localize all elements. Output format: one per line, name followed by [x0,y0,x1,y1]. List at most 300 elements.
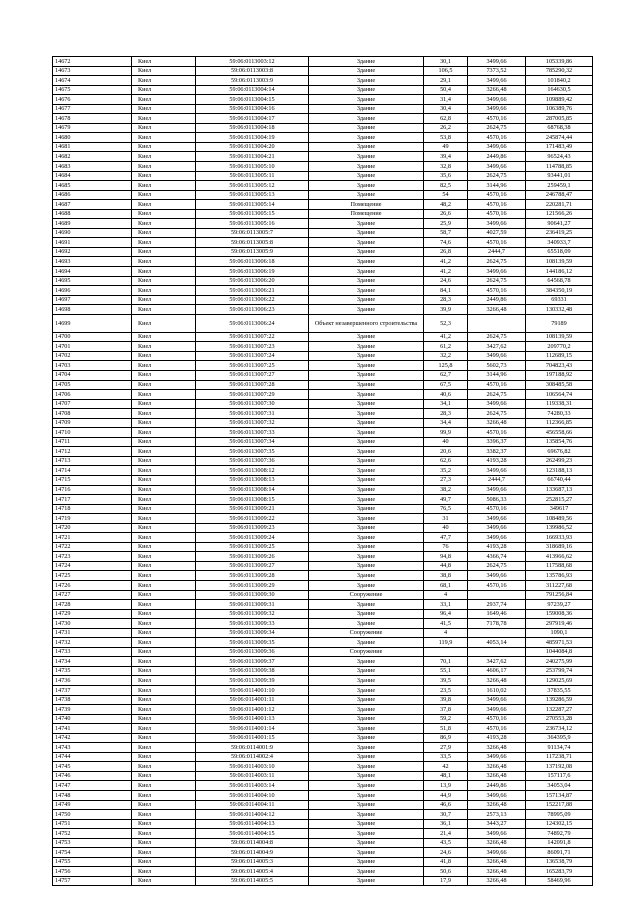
table-row [53,810,593,820]
row-number-cell: 14737 [53,686,132,696]
table-row [53,171,593,181]
rate-cell: 4570,16 [468,286,526,296]
table-row [53,848,593,858]
rate-cell: 4570,16 [468,724,526,734]
area-cell: 30,7 [424,810,468,820]
locality-cell: Киел [132,485,196,495]
object-type-cell: Здание [309,247,424,257]
rate-cell: 2624,75 [468,561,526,571]
locality-cell: Киел [132,219,196,229]
cadastral-value-cell: 106564,74 [526,390,593,400]
locality-cell: Киел [132,466,196,476]
cadastral-value-cell: 105339,86 [526,57,593,67]
cadastral-number-cell: 59:06:0113007:30 [196,399,309,409]
cadastral-number-cell: 59:06:0113009:27 [196,561,309,571]
locality-cell: Киел [132,399,196,409]
rate-cell: 2449,86 [468,152,526,162]
rate-cell: 3266,48 [468,762,526,772]
row-number-cell: 14723 [53,552,132,562]
cadastral-number-cell: 59:06:0113005:12 [196,181,309,191]
table-row [53,200,593,210]
object-type-cell: Здание [309,571,424,581]
cadastral-value-cell: 90641,27 [526,219,593,229]
rate-cell: 2449,86 [468,781,526,791]
registry-sheet [52,56,592,886]
object-type-cell: Здание [309,600,424,610]
rate-cell: 2444,7 [468,475,526,485]
cadastral-value-cell: 139286,59 [526,695,593,705]
cadastral-number-cell: 59:06:0113009:34 [196,628,309,638]
object-type-cell: Здание [309,781,424,791]
table-row [53,571,593,581]
row-number-cell: 14689 [53,219,132,229]
rate-cell: 3266,48 [468,800,526,810]
area-cell: 52,3 [424,314,468,332]
cadastral-number-cell: 59:06:0113006:22 [196,295,309,305]
cadastral-value-cell: 96524,43 [526,152,593,162]
area-cell: 39,9 [424,305,468,315]
table-row [53,609,593,619]
table-row [53,152,593,162]
area-cell: 84,1 [424,286,468,296]
object-type-cell: Здание [309,552,424,562]
cadastral-number-cell: 59:06:0113009:35 [196,638,309,648]
rate-cell [468,590,526,600]
row-number-cell: 14708 [53,409,132,419]
cadastral-value-cell: 65518,09 [526,247,593,257]
area-cell: 40,6 [424,390,468,400]
locality-cell: Киел [132,552,196,562]
object-type-cell: Здание [309,800,424,810]
table-row [53,95,593,105]
locality-cell: Киел [132,876,196,886]
cadastral-number-cell: 59:06:0113007:24 [196,351,309,361]
object-type-cell: Здание [309,561,424,571]
row-number-cell: 14711 [53,437,132,447]
rate-cell: 3427,62 [468,342,526,352]
locality-cell: Киел [132,314,196,332]
object-type-cell: Здание [309,743,424,753]
cadastral-number-cell: 59:06:0113007:36 [196,456,309,466]
table-row [53,418,593,428]
cadastral-number-cell: 59:06:0113008:13 [196,475,309,485]
table-row [53,600,593,610]
object-type-cell: Здание [309,390,424,400]
locality-cell: Киел [132,714,196,724]
rate-cell: 4570,16 [468,114,526,124]
table-row [53,495,593,505]
rate-cell: 3499,66 [468,142,526,152]
object-type-cell: Здание [309,142,424,152]
area-cell: 53,8 [424,133,468,143]
object-type-cell: Здание [309,542,424,552]
row-number-cell: 14674 [53,76,132,86]
rate-cell: 4027,59 [468,228,526,238]
rate-cell: 3499,66 [468,76,526,86]
rate-cell: 4366,74 [468,552,526,562]
rate-cell [468,628,526,638]
rate-cell: 3499,66 [468,399,526,409]
area-cell: 49,7 [424,495,468,505]
cadastral-number-cell: 59:06:0114001:11 [196,695,309,705]
locality-cell: Киел [132,810,196,820]
cadastral-value-cell: 166933,93 [526,533,593,543]
table-row [53,66,593,76]
locality-cell: Киел [132,305,196,315]
row-number-cell: 14757 [53,876,132,886]
object-type-cell: Сооружение [309,628,424,638]
object-type-cell: Здание [309,456,424,466]
cadastral-number-cell: 59:06:0114005:3 [196,857,309,867]
table-row [53,857,593,867]
cadastral-value-cell: 121566,26 [526,209,593,219]
row-number-cell: 14721 [53,533,132,543]
area-cell: 125,8 [424,361,468,371]
rate-cell: 2624,75 [468,276,526,286]
cadastral-number-cell: 59:06:0114001:12 [196,705,309,715]
table-row [53,390,593,400]
locality-cell: Киел [132,666,196,676]
locality-cell: Киел [132,332,196,342]
table-row [53,142,593,152]
area-cell: 46,6 [424,800,468,810]
table-row [53,361,593,371]
cadastral-value-cell: 152217,88 [526,800,593,810]
rate-cell: 3499,66 [468,514,526,524]
area-cell: 31,4 [424,95,468,105]
cadastral-value-cell: 157134,87 [526,791,593,801]
row-number-cell: 14751 [53,819,132,829]
area-cell: 61,2 [424,342,468,352]
object-type-cell: Здание [309,190,424,200]
cadastral-value-cell: 287005,85 [526,114,593,124]
row-number-cell: 14688 [53,209,132,219]
row-number-cell: 14698 [53,305,132,315]
row-number-cell: 14727 [53,590,132,600]
locality-cell: Киел [132,342,196,352]
cadastral-value-cell: 114788,85 [526,162,593,172]
cadastral-number-cell: 59:06:0113005:11 [196,171,309,181]
table-row [53,276,593,286]
rate-cell: 3499,66 [468,533,526,543]
area-cell: 40 [424,437,468,447]
cadastral-value-cell: 69676,82 [526,447,593,457]
cadastral-value-cell: 34053,04 [526,781,593,791]
object-type-cell: Здание [309,657,424,667]
table-row [53,628,593,638]
area-cell: 39,4 [424,152,468,162]
cadastral-number-cell: 59:06:0113004:20 [196,142,309,152]
cadastral-value-cell: 245874,44 [526,133,593,143]
table-row [53,399,593,409]
area-cell: 20,6 [424,447,468,457]
table-row [53,351,593,361]
locality-cell: Киел [132,418,196,428]
cadastral-number-cell: 59:06:0113006:23 [196,305,309,315]
rate-cell: 3427,62 [468,657,526,667]
object-type-cell: Здание [309,705,424,715]
cadastral-number-cell: 59:06:0113009:39 [196,676,309,686]
rate-cell: 3499,66 [468,351,526,361]
row-number-cell: 14731 [53,628,132,638]
locality-cell: Киел [132,247,196,257]
table-row [53,85,593,95]
row-number-cell: 14678 [53,114,132,124]
object-type-cell: Здание [309,752,424,762]
cadastral-number-cell: 59:06:0113005:15 [196,209,309,219]
object-type-cell: Здание [309,286,424,296]
area-cell: 21,4 [424,829,468,839]
object-type-cell: Здание [309,466,424,476]
locality-cell: Киел [132,571,196,581]
locality-cell: Киел [132,409,196,419]
table-row [53,181,593,191]
row-number-cell: 14733 [53,647,132,657]
locality-cell: Киел [132,523,196,533]
object-type-cell: Здание [309,447,424,457]
locality-cell: Киел [132,267,196,277]
row-number-cell: 14684 [53,171,132,181]
cadastral-value-cell: 1090,1 [526,628,593,638]
object-type-cell: Здание [309,733,424,743]
locality-cell: Киел [132,619,196,629]
row-number-cell: 14705 [53,380,132,390]
rate-cell: 3499,66 [468,104,526,114]
locality-cell: Киел [132,380,196,390]
row-number-cell: 14713 [53,456,132,466]
object-type-cell: Здание [309,361,424,371]
area-cell: 28,3 [424,295,468,305]
area-cell: 26,8 [424,247,468,257]
cadastral-value-cell: 132287,27 [526,705,593,715]
area-cell: 76,5 [424,504,468,514]
rate-cell: 3499,66 [468,705,526,715]
cadastral-number-cell: 59:06:0113005:8 [196,238,309,248]
row-number-cell: 14687 [53,200,132,210]
locality-cell: Киел [132,238,196,248]
locality-cell: Киел [132,190,196,200]
locality-cell: Киел [132,514,196,524]
cadastral-number-cell: 59:06:0113005:13 [196,190,309,200]
table-row [53,247,593,257]
area-cell: 29,1 [424,76,468,86]
locality-cell: Киел [132,295,196,305]
cadastral-number-cell: 59:06:0113009:29 [196,580,309,590]
row-number-cell: 14703 [53,361,132,371]
row-number-cell: 14680 [53,133,132,143]
area-cell: 38,2 [424,485,468,495]
row-number-cell: 14747 [53,781,132,791]
table-row [53,219,593,229]
table-row [53,114,593,124]
cadastral-number-cell: 59:06:0114004:12 [196,810,309,820]
object-type-cell: Здание [309,267,424,277]
cadastral-number-cell: 59:06:0113009:25 [196,542,309,552]
rate-cell: 4193,28 [468,542,526,552]
object-type-cell: Здание [309,666,424,676]
area-cell: 44,9 [424,791,468,801]
rate-cell: 4570,16 [468,209,526,219]
cadastral-number-cell: 59:06:0113004:15 [196,95,309,105]
table-row [53,209,593,219]
row-number-cell: 14739 [53,705,132,715]
locality-cell: Киел [132,162,196,172]
area-cell: 17,9 [424,876,468,886]
locality-cell: Киел [132,351,196,361]
cadastral-value-cell: 68768,38 [526,123,593,133]
object-type-cell: Здание [309,724,424,734]
locality-cell: Киел [132,781,196,791]
row-number-cell: 14748 [53,791,132,801]
cadastral-number-cell: 59:06:0114004:11 [196,800,309,810]
object-type-cell: Здание [309,714,424,724]
rate-cell: 3499,66 [468,267,526,277]
table-row [53,447,593,457]
object-type-cell: Здание [309,104,424,114]
rate-cell: 2624,75 [468,257,526,267]
cadastral-number-cell: 59:06:0113003:9 [196,76,309,86]
row-number-cell: 14693 [53,257,132,267]
cadastral-value-cell: 164630,5 [526,85,593,95]
table-row [53,838,593,848]
cadastral-value-cell: 144186,12 [526,267,593,277]
area-cell: 33,1 [424,600,468,610]
table-row [53,485,593,495]
cadastral-number-cell: 59:06:0114001:9 [196,743,309,753]
cadastral-number-cell: 59:06:0113005:7 [196,228,309,238]
locality-cell: Киел [132,390,196,400]
table-row [53,619,593,629]
area-cell: 33,5 [424,752,468,762]
area-cell: 44,8 [424,561,468,571]
cadastral-number-cell: 59:06:0113009:36 [196,647,309,657]
cadastral-value-cell: 133687,13 [526,485,593,495]
row-number-cell: 14725 [53,571,132,581]
cadastral-number-cell: 59:06:0113006:24 [196,314,309,332]
locality-cell: Киел [132,228,196,238]
row-number-cell: 14724 [53,561,132,571]
cadastral-value-cell: 91134,74 [526,743,593,753]
rate-cell: 3499,66 [468,523,526,533]
locality-cell: Киел [132,743,196,753]
table-row [53,332,593,342]
cadastral-number-cell: 59:06:0114001:10 [196,686,309,696]
rate-cell: 2449,86 [468,295,526,305]
cadastral-number-cell: 59:06:0113003:8 [196,66,309,76]
row-number-cell: 14722 [53,542,132,552]
table-row [53,686,593,696]
cadastral-value-cell: 159008,36 [526,609,593,619]
locality-cell: Киел [132,456,196,466]
area-cell: 30,1 [424,57,468,67]
area-cell: 82,5 [424,181,468,191]
locality-cell: Киел [132,428,196,438]
row-number-cell: 14744 [53,752,132,762]
row-number-cell: 14709 [53,418,132,428]
table-row [53,133,593,143]
locality-cell: Киел [132,638,196,648]
table-row [53,533,593,543]
area-cell: 48,1 [424,771,468,781]
row-number-cell: 14734 [53,657,132,667]
row-number-cell: 14726 [53,580,132,590]
cadastral-value-cell: 124302,15 [526,819,593,829]
rate-cell: 3499,66 [468,95,526,105]
row-number-cell: 14697 [53,295,132,305]
table-row [53,504,593,514]
locality-cell: Киел [132,867,196,877]
cadastral-value-cell: 101840,2 [526,76,593,86]
rate-cell: 2624,75 [468,123,526,133]
object-type-cell: Здание [309,399,424,409]
object-type-cell: Здание [309,580,424,590]
rate-cell: 3266,48 [468,743,526,753]
table-row [53,123,593,133]
row-number-cell: 14675 [53,85,132,95]
table-row [53,104,593,114]
object-type-cell: Здание [309,485,424,495]
cadastral-value-cell: 93441,01 [526,171,593,181]
rate-cell: 4570,16 [468,190,526,200]
area-cell [424,647,468,657]
locality-cell: Киел [132,370,196,380]
area-cell: 86,9 [424,733,468,743]
rate-cell: 3266,48 [468,771,526,781]
cadastral-value-cell: 129025,69 [526,676,593,686]
area-cell: 62,6 [424,456,468,466]
table-row [53,380,593,390]
row-number-cell: 14735 [53,666,132,676]
cadastral-number-cell: 59:06:0113007:29 [196,390,309,400]
rate-cell: 2624,75 [468,332,526,342]
area-cell: 49 [424,142,468,152]
table-row [53,762,593,772]
area-cell: 32,2 [424,351,468,361]
row-number-cell: 14710 [53,428,132,438]
cadastral-value-cell: 106389,76 [526,104,593,114]
object-type-cell: Здание [309,829,424,839]
cadastral-value-cell: 69331 [526,295,593,305]
table-row [53,819,593,829]
cadastral-value-cell: 136538,79 [526,857,593,867]
row-number-cell: 14707 [53,399,132,409]
locality-cell: Киел [132,504,196,514]
cadastral-number-cell: 59:06:0114002:4 [196,752,309,762]
cadastral-number-cell: 59:06:0113006:21 [196,286,309,296]
cadastral-number-cell: 59:06:0113007:25 [196,361,309,371]
object-type-cell: Здание [309,114,424,124]
table-row [53,409,593,419]
cadastral-value-cell: 209770,2 [526,342,593,352]
locality-cell: Киел [132,495,196,505]
locality-cell: Киел [132,561,196,571]
object-type-cell: Здание [309,305,424,315]
cadastral-value-cell: 74280,33 [526,409,593,419]
cadastral-number-cell: 59:06:0113009:32 [196,609,309,619]
cadastral-number-cell: 59:06:0113007:27 [196,370,309,380]
table-row [53,370,593,380]
area-cell: 37,8 [424,705,468,715]
row-number-cell: 14686 [53,190,132,200]
object-type-cell: Здание [309,676,424,686]
table-row [53,771,593,781]
table-row [53,791,593,801]
cadastral-number-cell: 59:06:0113005:14 [196,200,309,210]
cadastral-number-cell: 59:06:0113006:18 [196,257,309,267]
table-row [53,733,593,743]
row-number-cell: 14755 [53,857,132,867]
object-type-cell: Здание [309,76,424,86]
